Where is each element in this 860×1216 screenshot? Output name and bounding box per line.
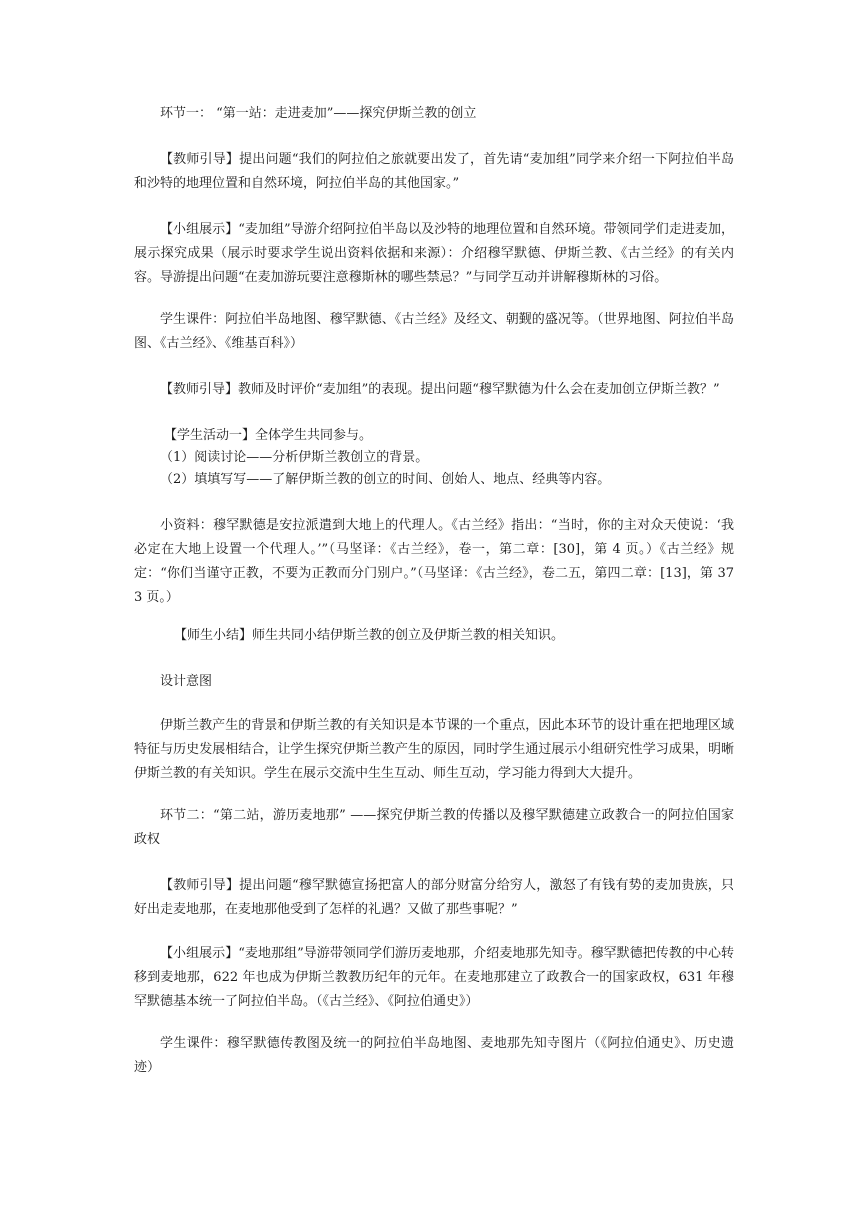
student-courseware-paragraph-2: 学生课件：穆罕默德传教图及统一的阿拉伯半岛地图、麦地那先知寺图片（《阿拉伯通史》、历史遗迹） (134, 1036, 734, 1075)
group-display-paragraph-1: 【小组展示】“麦加组”导游介绍阿拉伯半岛以及沙特的地理位置和自然环境。带领同学们走进麦加，展示探究成果（展示时要求学生说出资料依据和来源）：介绍穆罕默德、伊斯兰教、《古兰经》的有关内容。导游提出问题“在麦加游玩要注意穆斯林的哪些禁忌？”与同学互动并讲解穆斯林的习俗。 (134, 222, 734, 285)
teacher-guide-paragraph-2: 【教师引导】教师及时评价“麦加组”的表现。提出问题“穆罕默德为什么会在麦加创立伊斯兰教？” (160, 382, 720, 397)
summary-paragraph: 【师生小结】师生共同小结伊斯兰教的创立及伊斯兰教的相关知识。 (174, 628, 565, 643)
teacher-guide-paragraph-3: 【教师引导】提出问题“穆罕默德宣扬把富人的部分财富分给穷人，激怒了有钱有势的麦加贵族，只好出走麦地那，在麦地那他受到了怎样的礼遇？又做了那些事呢？” (134, 878, 734, 917)
section-two-heading: 环节二：“第二站，游历麦地那” ——探究伊斯兰教的传播以及穆罕默德建立政教合一的阿拉伯国家政权 (134, 808, 734, 847)
group-display-paragraph-2: 【小组展示】“麦地那组”导游带领同学们游历麦地那，介绍麦地那先知寺。穆罕默德把传教的中心转移到麦地那，622 年也成为伊斯兰教教历纪年的元年。在麦地那建立了政教合一的国家政权，631 年穆罕默德基本统一了阿拉伯半岛。（《古兰经》、《阿拉伯通史》） (134, 946, 734, 1009)
student-activity-item-1: （1）阅读讨论——分析伊斯兰教创立的背景。 (160, 450, 429, 465)
student-courseware-paragraph-1: 学生课件：阿拉伯半岛地图、穆罕默德、《古兰经》及经文、朝觐的盛况等。（世界地图、阿拉伯半岛图、《古兰经》、《维基百科》） (134, 312, 734, 351)
design-intent-paragraph: 伊斯兰教产生的背景和伊斯兰教的有关知识是本节课的一个重点，因此本环节的设计重在把地理区域特征与历史发展相结合，让学生探究伊斯兰教产生的原因，同时学生通过展示小组研究性学习成果，明晰伊斯兰教的有关知识。学生在展示交流中生生互动、师生互动，学习能力得到大大提升。 (134, 718, 734, 781)
reference-material-paragraph: 小资料：穆罕默德是安拉派遣到大地上的代理人。《古兰经》指出：“当时，你的主对众天使说：‘我必定在大地上设置一个代理人。’”（马坚译：《古兰经》，卷一，第二章：[30]，第 4 页。）《古兰经》规定：“你们当谨守正教，不要为正教而分门别户。”（马坚译：《古兰经》，卷二五，第四二章：[13]，第 373 页。） (134, 518, 734, 605)
student-activity-heading: 【学生活动一】全体学生共同参与。 (164, 428, 373, 443)
teacher-guide-paragraph-1: 【教师引导】提出问题“我们的阿拉伯之旅就要出发了，首先请“麦加组”同学来介绍一下阿拉伯半岛和沙特的地理位置和自然环境，阿拉伯半岛的其他国家。” (134, 152, 734, 191)
student-activity-item-2: （2）填填写写——了解伊斯兰教的创立的时间、创始人、地点、经典等内容。 (160, 472, 611, 487)
design-intent-heading: 设计意图 (160, 674, 213, 689)
section-one-heading: 环节一： “第一站：走进麦加”——探究伊斯兰教的创立 (160, 106, 477, 121)
